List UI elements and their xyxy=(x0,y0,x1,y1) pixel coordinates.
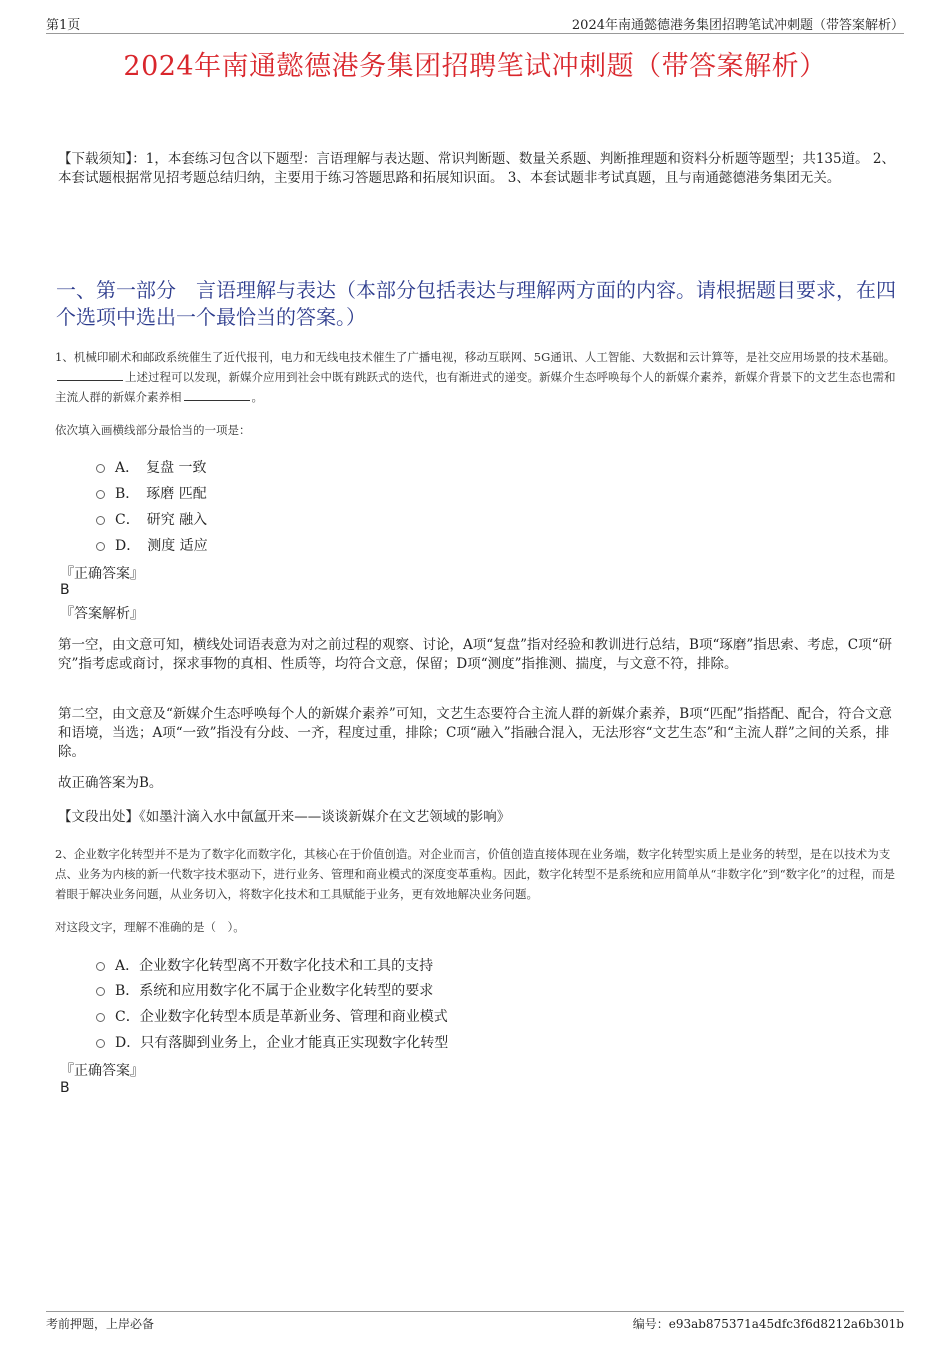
option-label: B．系统和应用数字化不属于企业数字化转型的要求 xyxy=(115,983,434,999)
q1-analysis-paragraph-2: 第二空，由文意及“新媒介生态呼唤每个人的新媒介素养”可知，文艺生态要符合主流人群的新媒介素养，B项“匹配”指搭配、配合，符合文意和语境，当选；A项“一致”指没有分歧、一齐，程度过重，排除；C项“融入”指融合混入，无法形容“文艺生态”和“主流人群”之间的关系，排除。 xyxy=(58,706,893,760)
footer-divider xyxy=(46,1311,904,1312)
option-label: A．企业数字化转型离不开数字化技术和工具的支持 xyxy=(115,958,434,974)
q1-option-d[interactable] xyxy=(96,535,208,555)
question-1-text-part1: 1、机械印刷术和邮政系统催生了近代报刊，电力和无线电技术催生了广播电视，移动互联网、5G通讯、人工智能、大数据和云计算等，是社交应用场景的技术基础。 xyxy=(55,350,896,364)
radio-icon[interactable] xyxy=(96,490,105,499)
option-label: C．企业数字化转型本质是革新业务、管理和商业模式 xyxy=(115,1009,448,1025)
question-2-text: 2、企业数字化转型并不是为了数字化而数字化，其核心在于价值创造。对企业而言，价值创造直接体现在业务端，数字化转型实质上是业务的转型，是在以技术为支点、业务为内核的新一代数字技术驱动下，进行业务、管理和商业模式的深度变革重构。因此，数字化转型不是系统和应用简单从“非数字化”到“数字化”的过程，而是着眼于解决业务问题，从业务切入，将数字化技术和工具赋能于业务，更有效地解决业务问题。 xyxy=(55,847,896,901)
header-page-number: 第1页 xyxy=(46,18,81,33)
question-1-text xyxy=(55,347,903,407)
footer-slogan: 考前押题，上岸必备 xyxy=(46,1317,155,1331)
question-1-prompt: 依次填入画横线部分最恰当的一项是： xyxy=(55,423,251,437)
q2-option-b[interactable] xyxy=(96,980,433,1000)
radio-icon[interactable] xyxy=(96,987,105,996)
option-label: B． 琢磨 匹配 xyxy=(115,486,207,502)
section-heading: 一、第一部分 言语理解与表达（本部分包括表达与理解两方面的内容。请根据题目要求，在四个选项中选出一个最恰当的答案。） xyxy=(56,278,896,329)
q2-answer: B xyxy=(60,1080,70,1096)
header-divider xyxy=(46,33,904,34)
option-label: A． 复盘 一致 xyxy=(115,460,207,476)
q1-option-c[interactable] xyxy=(96,509,207,529)
q1-option-a[interactable] xyxy=(96,457,207,477)
option-label: C． 研究 融入 xyxy=(115,512,208,528)
radio-icon[interactable] xyxy=(96,464,105,473)
radio-icon[interactable] xyxy=(96,1013,105,1022)
question-1-text-part3: 。 xyxy=(251,390,263,404)
q1-option-b[interactable] xyxy=(96,483,207,503)
q1-source: 【文段出处】《如墨汁滴入水中氤氲开来——谈谈新媒介在文艺领域的影响》 xyxy=(58,809,511,825)
q1-analysis-label: 『答案解析』 xyxy=(60,606,144,622)
q2-option-c[interactable] xyxy=(96,1006,448,1026)
q2-option-a[interactable] xyxy=(96,955,433,975)
q2-option-d[interactable] xyxy=(96,1032,448,1052)
question-1-text-part2: 上述过程可以发现，新媒介应用到社会中既有跳跃式的迭代，也有渐进式的递变。新媒介生态呼唤每个人的新媒介素养，新媒介背景下的文艺生态也需和主流人群的新媒介素养相 xyxy=(55,370,896,404)
option-label: D．只有落脚到业务上，企业才能真正实现数字化转型 xyxy=(115,1035,449,1051)
q1-analysis-paragraph-1: 第一空，由文意可知，横线处词语表意为对之前过程的观察、讨论，A项“复盘”指对经验和教训进行总结，B项“琢磨”指思索、考虑，C项“研究”指考虑或商讨，探求事物的真相、性质等，均符合文意，保留；D项“测度”指推测、揣度，与文意不符，排除。 xyxy=(58,637,893,672)
radio-icon[interactable] xyxy=(96,1039,105,1048)
page-title: 2024年南通懿德港务集团招聘笔试冲刺题（带答案解析） xyxy=(123,51,827,82)
q1-correct-label: 『正确答案』 xyxy=(60,566,144,582)
radio-icon[interactable] xyxy=(96,962,105,971)
q1-answer: B xyxy=(60,582,70,598)
radio-icon[interactable] xyxy=(96,542,105,551)
option-label: D． 测度 适应 xyxy=(115,538,208,554)
blank-2 xyxy=(184,388,250,401)
radio-icon[interactable] xyxy=(96,516,105,525)
q2-correct-label: 『正确答案』 xyxy=(60,1063,144,1079)
footer-serial-number: 编号：e93ab875371a45dfc3f6d8212a6b301b xyxy=(632,1317,904,1331)
question-2-prompt: 对这段文字，理解不准确的是（ ）。 xyxy=(55,920,245,934)
header-doc-title: 2024年南通懿德港务集团招聘笔试冲刺题（带答案解析） xyxy=(571,18,904,33)
download-notice: 【下载须知】：1，本套练习包含以下题型：言语理解与表达题、常识判断题、数量关系题、判断推理题和资料分析题等题型；共135道。 2、本套试题根据常见招考题总结归纳，主要用于练习答题思路和拓展知识面。 3、本套试题非考试真题，且与南通懿德港务集团无关。 xyxy=(58,151,895,186)
q1-conclusion: 故正确答案为B。 xyxy=(58,775,163,791)
blank-1 xyxy=(57,368,123,381)
